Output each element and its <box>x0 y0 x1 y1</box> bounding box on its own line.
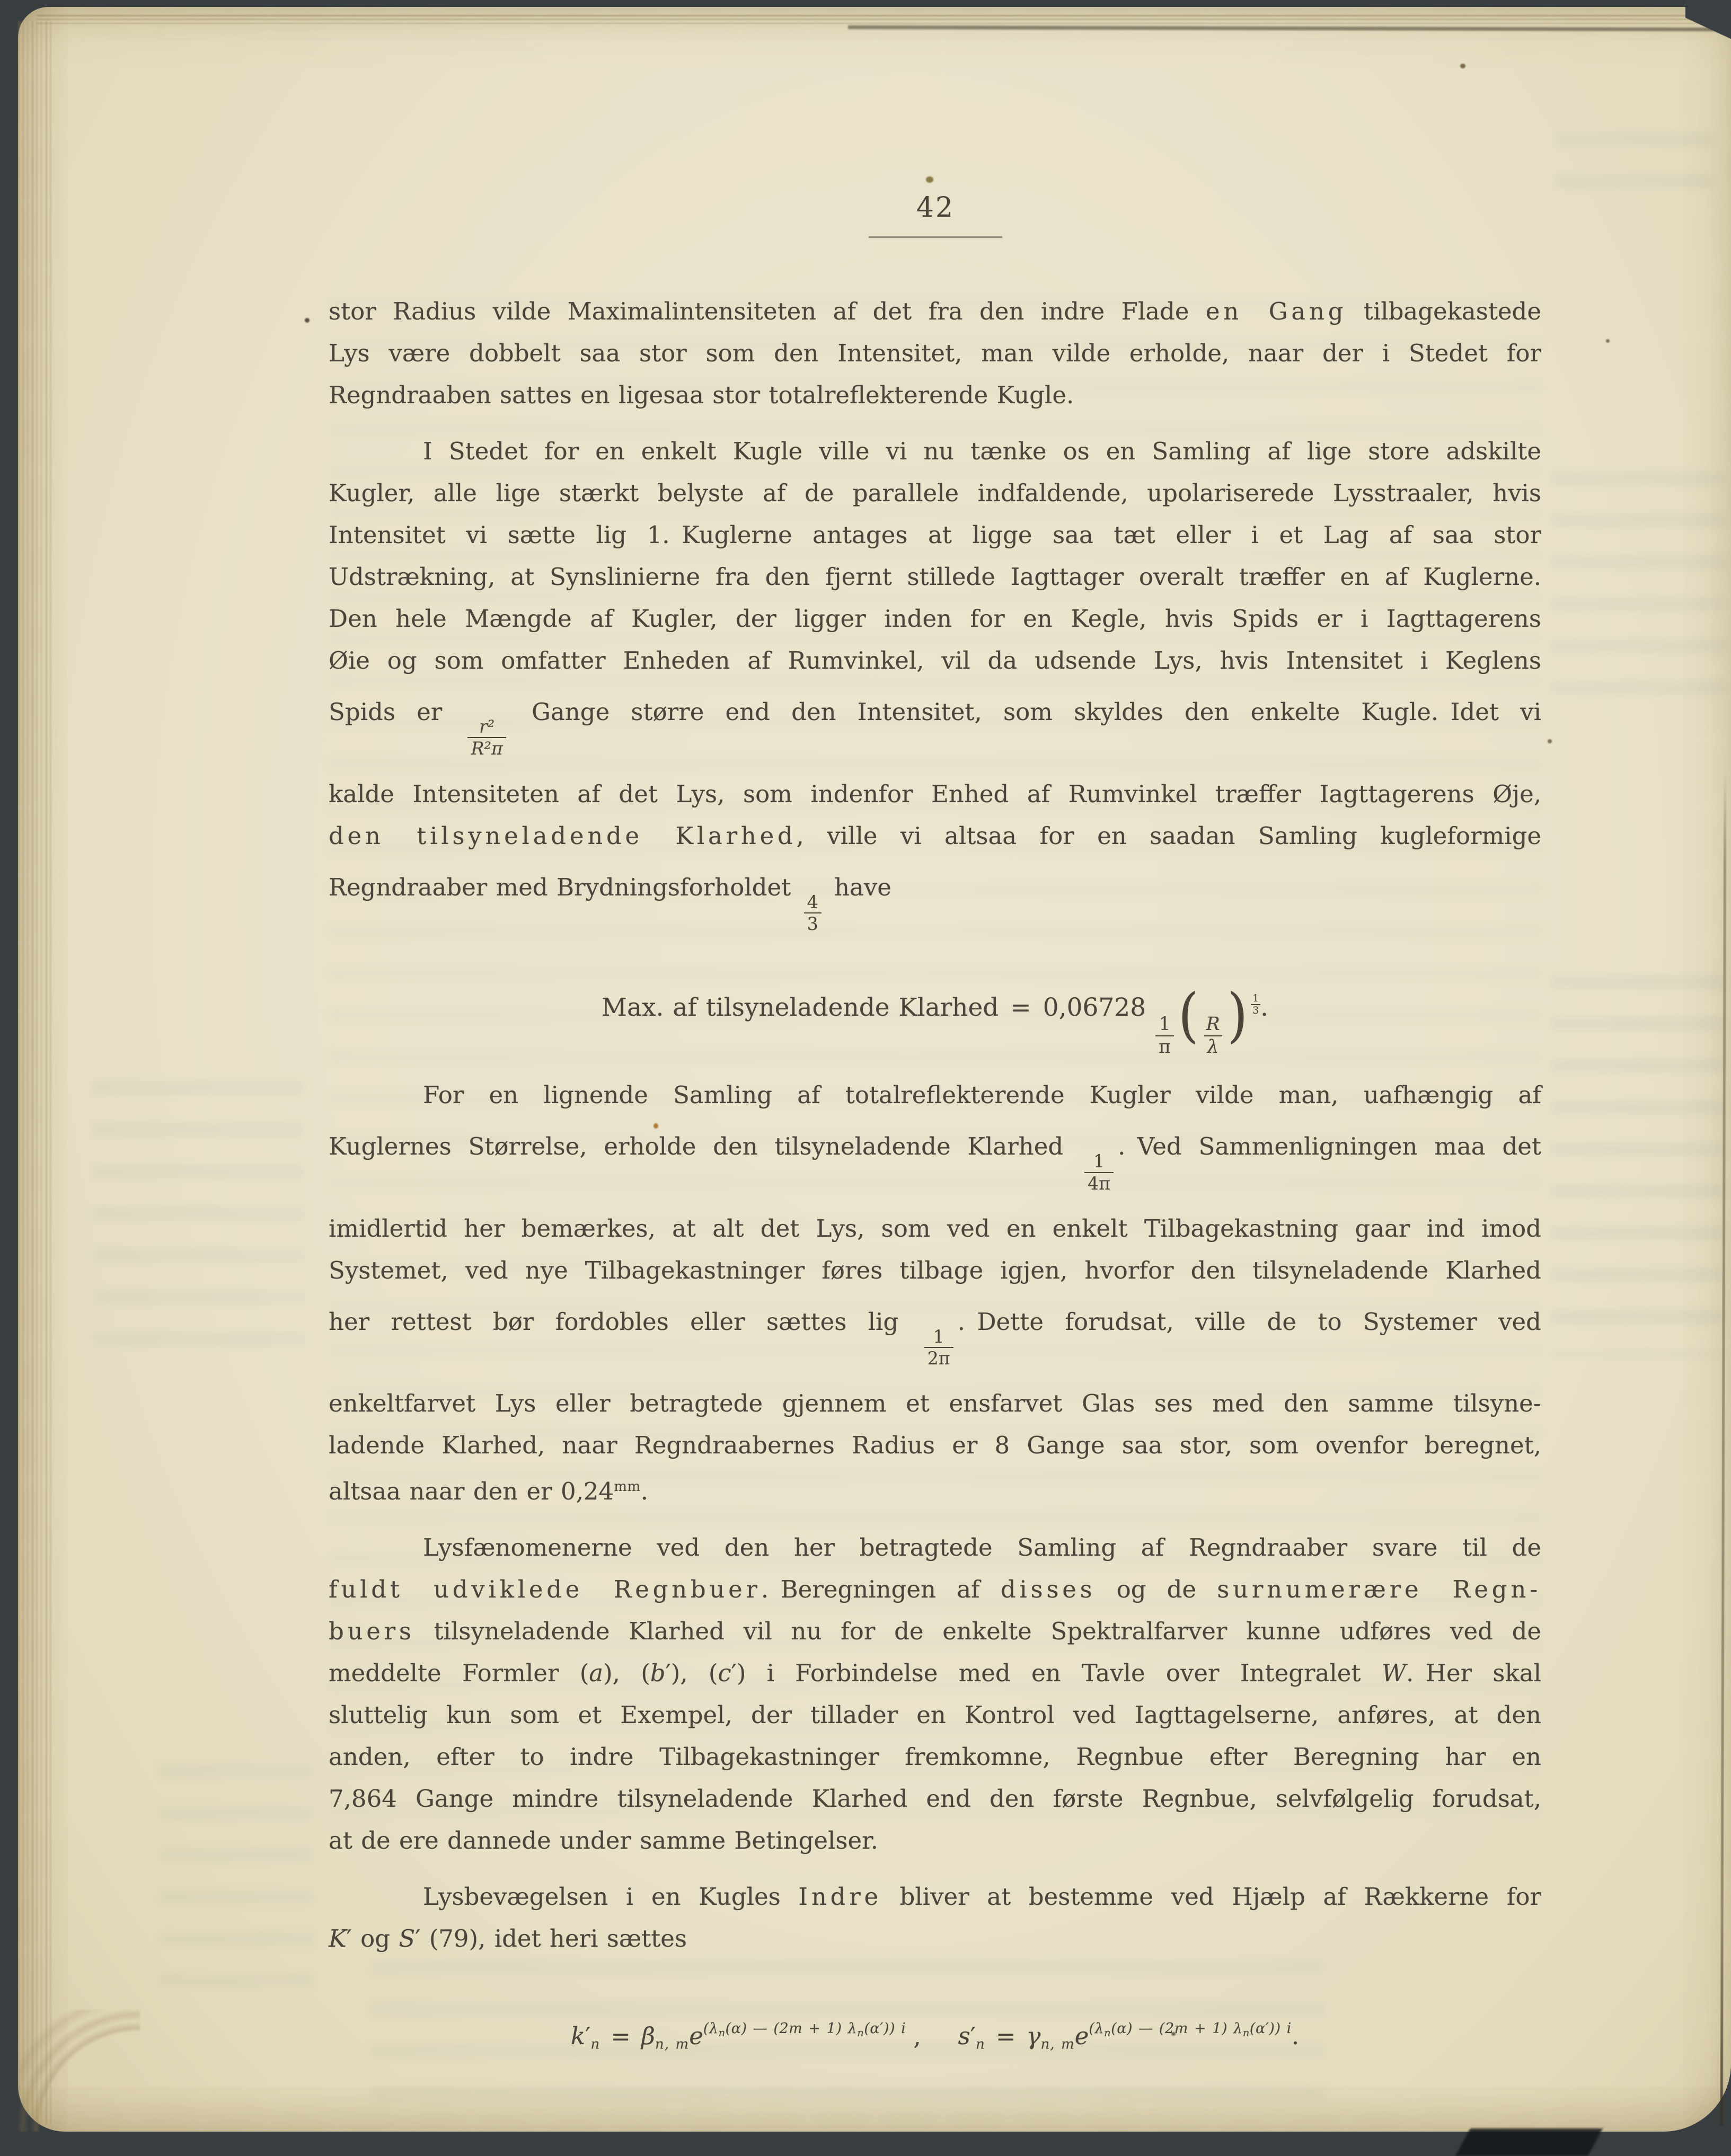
paragraph <box>329 430 1541 948</box>
italic-symbol: a <box>589 1659 604 1688</box>
page-stack-corner-bottom-left <box>18 2010 140 2132</box>
var-gamma: γ <box>1026 2022 1041 2051</box>
text-line: K′ og S′ (79), idet heri sættes <box>329 1924 687 1953</box>
paragraph <box>329 1074 1541 1512</box>
text-line: For en lignende Samling af totalreflekterende Kugler vilde man, uafhængig af <box>423 1081 1541 1110</box>
text-line: buers tilsyneladende Klarhed vil nu for de enkelte Spektralfarver kunne udføres ved de <box>329 1617 1541 1646</box>
letterspaced-emphasis: disses <box>1000 1575 1096 1604</box>
ink-speck <box>1548 739 1552 743</box>
equals-sign: = <box>1010 993 1031 1023</box>
sub: n <box>1242 2027 1250 2039</box>
ink-speck <box>1460 64 1465 68</box>
inline-fraction: $\frac{1}{2\pi}$ <box>924 1326 953 1369</box>
ink-speck <box>1606 339 1610 343</box>
sub: n <box>1104 2027 1111 2039</box>
letterspaced-emphasis: buers <box>329 1617 415 1646</box>
formula-max-clarity <box>329 968 1541 1058</box>
period: . <box>1260 993 1269 1023</box>
text-line: kalde Intensiteten af det Lys, som indenfor Enhed af Rumvinkel træffer Iagttagerens Øje, <box>329 779 1541 808</box>
var-e: e <box>689 2022 703 2051</box>
text-line: Øie og som omfatter Enheden af Rumvinkel, vil da udsende Lys, hvis Intensitet i Keglens <box>329 646 1541 675</box>
equals-sign: = <box>995 2022 1016 2051</box>
text-line: stor Radius vilde Maximalintensiteten af det fra den indre Flade en Gang tilbagekastede <box>329 297 1541 325</box>
italic-symbol: K <box>329 1924 347 1953</box>
right-paren: ) <box>1227 981 1248 1050</box>
text-line: Intensitet vi sætte lig 1. Kuglerne antages at ligge saa tæt eller i et Lag af saa stor <box>329 521 1541 549</box>
paragraph <box>329 290 1541 416</box>
italic-symbol: W <box>1381 1659 1406 1688</box>
paragraph <box>329 1876 1541 1959</box>
fraction-R-over-lambda: $\frac{R}{\lambda}$ <box>1203 1014 1223 1058</box>
page-header <box>329 192 1542 238</box>
text-line: ladende Klarhed, naar Regndraabernes Radius er 8 Gange saa stor, som ovenfor beregnet, <box>329 1431 1541 1460</box>
coefficient: 0,06728 <box>1043 993 1146 1023</box>
italic-symbol: b <box>650 1659 666 1688</box>
prime: ′ <box>970 2022 976 2051</box>
text-line: sluttelig kun som et Exempel, der tillader en Kontrol ved Iagttagelserne, anføres, at den <box>329 1701 1541 1729</box>
left-paren: ( <box>1178 981 1199 1050</box>
letterspaced-emphasis: den tilsyneladende Klarhed <box>329 821 797 850</box>
inline-fraction: $\frac{4}{3}$ <box>804 892 822 935</box>
formula-kn-sn <box>329 1984 1541 2089</box>
text-line: Spids er $\frac{\text{r²}}{\text{R²π}}$ Gange større end den Intensitet, som skyldes den enkelte Kugle. Idet vi <box>329 698 1541 759</box>
page-number: 42 <box>916 192 955 224</box>
text-column <box>329 290 1541 2090</box>
inline-fraction: $\frac{\text{r²}}{\text{R²π}}$ <box>467 716 506 759</box>
ink-speck <box>926 176 933 183</box>
text-line: anden, efter to indre Tilbagekastninger fremkomne, Regnbue efter Beregning har en <box>329 1743 1541 1771</box>
text-line: imidlertid her bemærkes, at alt det Lys, som ved en enkelt Tilbagekastning gaar ind imod <box>329 1214 1541 1243</box>
text-line: altsaa naar den er $0,24^{mm}$. <box>329 1477 649 1506</box>
equals-sign: = <box>611 2022 631 2051</box>
letterspaced-emphasis: surnumerære Regn- <box>1217 1575 1541 1604</box>
text-line: Den hele Mængde af Kugler, der ligger inden for en Kegle, hvis Spids er i Iagttagerens <box>329 605 1541 633</box>
letterspaced-emphasis: en Gang <box>1205 297 1347 325</box>
stray-period-mark <box>305 318 310 323</box>
text-line: I Stedet for en enkelt Kugle ville vi nu tænke os en Samling af lige store adskilte <box>423 437 1541 465</box>
exponent-one-third: $\frac{1}{3}$ <box>1251 993 1260 1016</box>
letterspaced-emphasis: fuldt udviklede Regnbuer <box>329 1575 761 1604</box>
text-line: at de ere dannede under samme Betingelser. <box>329 1826 879 1855</box>
text-line: Kuglernes Størrelse, erholde den tilsyneladende Klarhed $\frac{1}{4\pi}$ . Ved Sammenligningen maa det <box>329 1132 1541 1194</box>
body-paragraphs-top <box>329 290 1541 948</box>
subscript-n-m: n, m <box>655 2036 690 2053</box>
text-line: Lysfænomenerne ved den her betragtede Samling af Regndraaber svare til de <box>423 1533 1541 1562</box>
sub: n <box>718 2027 726 2039</box>
subscript-n-m: n, m <box>1040 2036 1075 2053</box>
var-beta: β <box>641 2022 655 2051</box>
text-line: meddelte Formler (a), (b′), (c′) i Forbindelse med en Tavle over Integralet W. Her skal <box>329 1659 1541 1688</box>
fraction-one-over-pi: $\frac{1}{\pi}$ <box>1155 1014 1174 1058</box>
text-line: Udstrækning, at Synslinierne fra den fjernt stillede Iagttager overalt træffer en af Kuglerne. <box>329 563 1541 591</box>
italic-symbol: S <box>399 1924 416 1953</box>
exponent-lambda-expression: (λn(α) — (2m + 1) λn(α′)) i <box>703 2020 906 2039</box>
page-number-rule <box>869 236 1002 238</box>
var-s: s <box>958 2022 970 2051</box>
paragraph <box>329 1527 1541 1861</box>
text-line: fuldt udviklede Regnbuer. Beregningen af disses og de surnumerære Regn- <box>329 1575 1541 1604</box>
text-line: Regndraaber med Brydningsforholdet $\frac{4}{3}$ have <box>329 873 891 934</box>
var-k: k <box>570 2022 586 2051</box>
text-line: Systemet, ved nye Tilbagekastninger føres tilbage igjen, hvorfor den tilsyneladende Klarhed <box>329 1256 1541 1284</box>
inline-fraction: $\frac{1}{4\pi}$ <box>1084 1151 1114 1194</box>
exponent-lambda-expression: (λn(α) — (2m + 1) λn(α′)) i <box>1089 2020 1292 2039</box>
sup: mm <box>614 1479 641 1495</box>
subscript-n: n <box>975 2036 985 2053</box>
letterspaced-emphasis: Indre <box>798 1883 882 1911</box>
page-stack-edge-left <box>18 21 54 2124</box>
text-line: den tilsyneladende Klarhed, ville vi altsaa for en saadan Samling kugleformige <box>329 821 1542 850</box>
text-line: Lys være dobbelt saa stor som den Intensitet, man vilde erholde, naar der i Stedet for <box>329 339 1541 367</box>
text-line: enkeltfarvet Lys eller betragtede gjennem et ensfarvet Glas ses med den samme tilsyne- <box>329 1389 1541 1418</box>
prime: ′ <box>585 2022 591 2051</box>
formula-lhs: Max. af tilsyneladende Klarhed <box>601 993 999 1023</box>
text-line: 7,864 Gange mindre tilsyneladende Klarhed end den første Regnbue, selvfølgelig forudsat, <box>329 1785 1541 1813</box>
text-line: her rettest bør fordobles eller sættes lig $\frac{1}{2\pi}$ . Dette forudsat, ville de to Systemer ved <box>329 1307 1541 1369</box>
period: . <box>1291 2022 1300 2051</box>
subscript-n: n <box>590 2036 600 2053</box>
scan-background-top-right <box>1685 0 1731 53</box>
var-e: e <box>1074 2022 1089 2051</box>
italic-symbol: c <box>718 1659 731 1688</box>
text-line: Lysbevægelsen i en Kugles Indre bliver at bestemme ved Hjælp af Rækkerne for <box>423 1883 1541 1911</box>
sub: n <box>857 2027 864 2039</box>
comma: , <box>913 2022 921 2051</box>
text-line: Kugler, alle lige stærkt belyste af de parallele indfaldende, upolariserede Lysstraaler, hvis <box>329 479 1541 507</box>
body-paragraphs-bottom <box>329 1074 1541 1959</box>
scan-shadow-bottom <box>1455 2128 1603 2156</box>
text-line: Regndraaben sattes en ligesaa stor totalreflekterende Kugle. <box>329 381 1074 409</box>
